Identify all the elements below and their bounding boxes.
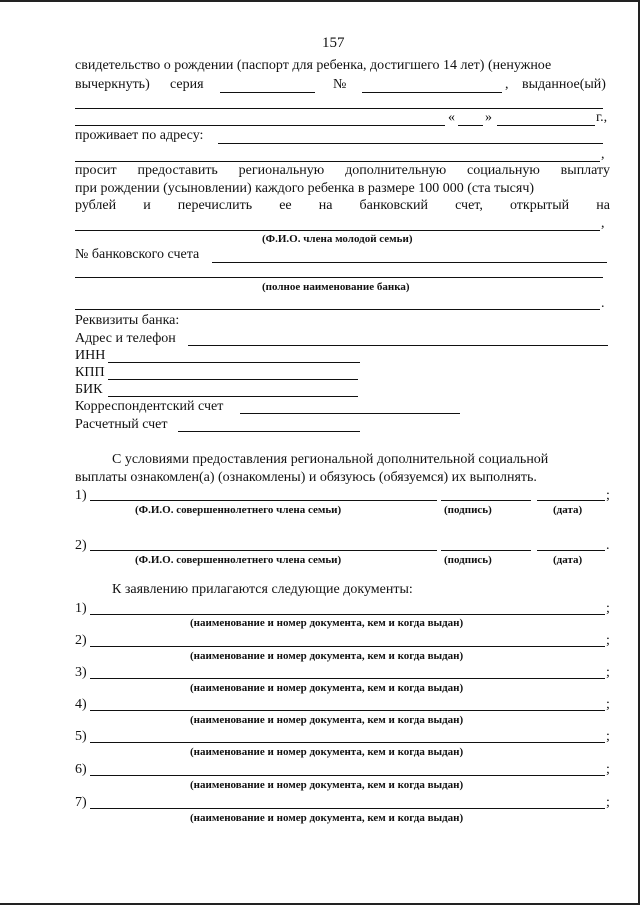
request-line-1 [75, 163, 610, 179]
signer-2-number: 2) [75, 538, 87, 553]
signer-1-number: 1) [75, 488, 87, 503]
attachment-7-semicolon: ; [606, 795, 610, 810]
word: и [143, 198, 151, 213]
attachment-2-number: 2) [75, 633, 87, 648]
word: банковский [359, 198, 428, 213]
inn-label: ИНН [75, 348, 106, 363]
agreement-line-1: С условиями предоставления региональной дополнительной социальной [112, 452, 549, 467]
word: дополнительную [345, 163, 447, 178]
signer-1-fio-caption: (Ф.И.О. совершеннолетнего члена семьи) [135, 504, 342, 516]
intro-line-2-w1: вычеркнуть) [75, 77, 150, 92]
attachment-4-caption: (наименование и номер документа, кем и когда выдан) [190, 714, 464, 726]
page-number: 157 [322, 35, 345, 51]
attachment-2-field[interactable] [90, 646, 605, 647]
signer-2-date-caption: (дата) [553, 554, 583, 566]
member-fio-field[interactable] [75, 230, 600, 231]
signer-2-signature-field[interactable] [441, 550, 531, 551]
word: открытый [509, 198, 570, 213]
series-field[interactable] [220, 92, 315, 93]
address-field-2[interactable] [75, 161, 600, 162]
signer-2-date-field[interactable] [537, 550, 605, 551]
attachment-6-number: 6) [75, 762, 87, 777]
request-line-2: при рождении (усыновлении) каждого ребенка в размере 100 000 (ста тысяч) [75, 181, 535, 196]
attachment-3-field[interactable] [90, 678, 605, 679]
word: региональную [238, 163, 325, 178]
issued-by-field[interactable] [75, 108, 603, 109]
signer-2-fio-caption: (Ф.И.О. совершеннолетнего члена семьи) [135, 554, 342, 566]
corr-label: Корреспондентский счет [75, 399, 224, 414]
word: предоставить [137, 163, 218, 178]
attachment-5-number: 5) [75, 729, 87, 744]
attachment-2-semicolon: ; [606, 633, 610, 648]
signer-2-fio-field[interactable] [90, 550, 437, 551]
signer-1-sign-caption: (подпись) [444, 504, 492, 516]
bank-caption: (полное наименование банка) [262, 281, 410, 293]
word: социальную [466, 163, 540, 178]
attachment-7-number: 7) [75, 795, 87, 810]
bank-details-heading: Реквизиты банка: [75, 313, 180, 328]
bank-name-field[interactable] [75, 277, 603, 278]
address-comma: , [601, 147, 605, 162]
quote-close: » [485, 110, 492, 125]
resides-label: проживает по адресу: [75, 128, 204, 143]
attachment-1-number: 1) [75, 601, 87, 616]
attachment-4-number: 4) [75, 697, 87, 712]
attachment-4-field[interactable] [90, 710, 605, 711]
intro-line-2-w5: выданное(ый) [522, 77, 606, 92]
page-border-top [0, 0, 640, 2]
issued-by-field-2[interactable] [75, 125, 445, 126]
attachments-heading: К заявлению прилагаются следующие документы: [112, 582, 413, 597]
corr-account-field[interactable] [240, 413, 460, 414]
word: рублей [75, 198, 117, 213]
word: ее [279, 198, 292, 213]
bik-label: БИК [75, 382, 103, 397]
issue-day-field[interactable] [458, 125, 483, 126]
bank-address-field[interactable] [188, 345, 608, 346]
word: просит [75, 163, 117, 178]
number-field[interactable] [362, 92, 502, 93]
attachment-5-field[interactable] [90, 742, 605, 743]
kpp-label: КПП [75, 365, 105, 380]
fio-comma: , [601, 216, 605, 231]
intro-line-2-w3: № [333, 77, 347, 92]
signer-2-sign-caption: (подпись) [444, 554, 492, 566]
word: на [318, 198, 333, 213]
signer-1-date-caption: (дата) [553, 504, 583, 516]
word: выплату [560, 163, 610, 178]
request-line-3 [75, 198, 610, 214]
attachment-3-semicolon: ; [606, 665, 610, 680]
attachment-2-caption: (наименование и номер документа, кем и когда выдан) [190, 650, 464, 662]
word: счет, [455, 198, 483, 213]
attachment-7-caption: (наименование и номер документа, кем и когда выдан) [190, 812, 464, 824]
attachment-5-semicolon: ; [606, 729, 610, 744]
attachment-6-caption: (наименование и номер документа, кем и когда выдан) [190, 779, 464, 791]
attachment-5-caption: (наименование и номер документа, кем и когда выдан) [190, 746, 464, 758]
settlement-account-field[interactable] [178, 431, 360, 432]
bank-period: . [601, 296, 605, 311]
signer-1-fio-field[interactable] [90, 500, 437, 501]
inn-field[interactable] [108, 362, 360, 363]
agreement-line-2: выплаты ознакомлен(а) (ознакомлены) и обязуюсь (обязуемся) их выполнять. [75, 470, 537, 485]
attachment-1-semicolon: ; [606, 601, 610, 616]
signer-2-period: . [606, 538, 610, 553]
attachment-4-semicolon: ; [606, 697, 610, 712]
attachment-1-caption: (наименование и номер документа, кем и когда выдан) [190, 617, 464, 629]
intro-line-2-w4: , [505, 77, 509, 92]
attachment-1-field[interactable] [90, 614, 605, 615]
quote-open: « [448, 110, 455, 125]
word: на [596, 198, 610, 213]
attachment-3-caption: (наименование и номер документа, кем и когда выдан) [190, 682, 464, 694]
fio-caption: (Ф.И.О. члена молодой семьи) [262, 233, 413, 245]
issue-month-field[interactable] [497, 125, 595, 126]
address-field[interactable] [218, 143, 603, 144]
bik-field[interactable] [108, 396, 358, 397]
bank-address-label: Адрес и телефон [75, 331, 176, 346]
signer-1-semicolon: ; [606, 488, 610, 503]
account-field[interactable] [212, 262, 607, 263]
attachment-6-field[interactable] [90, 775, 605, 776]
year-suffix: г., [596, 110, 608, 125]
word: перечислить [177, 198, 253, 213]
attachment-7-field[interactable] [90, 808, 605, 809]
attachment-3-number: 3) [75, 665, 87, 680]
attachment-6-semicolon: ; [606, 762, 610, 777]
bank-name-field-2[interactable] [75, 309, 600, 310]
settlement-label: Расчетный счет [75, 417, 168, 432]
kpp-field[interactable] [108, 379, 358, 380]
signer-1-date-field[interactable] [537, 500, 605, 501]
signer-1-signature-field[interactable] [441, 500, 531, 501]
intro-line-2-w2: серия [170, 77, 204, 92]
account-label: № банковского счета [75, 247, 200, 262]
intro-line-1: свидетельство о рождении (паспорт для ребенка, достигшего 14 лет) (ненужное [75, 58, 552, 73]
